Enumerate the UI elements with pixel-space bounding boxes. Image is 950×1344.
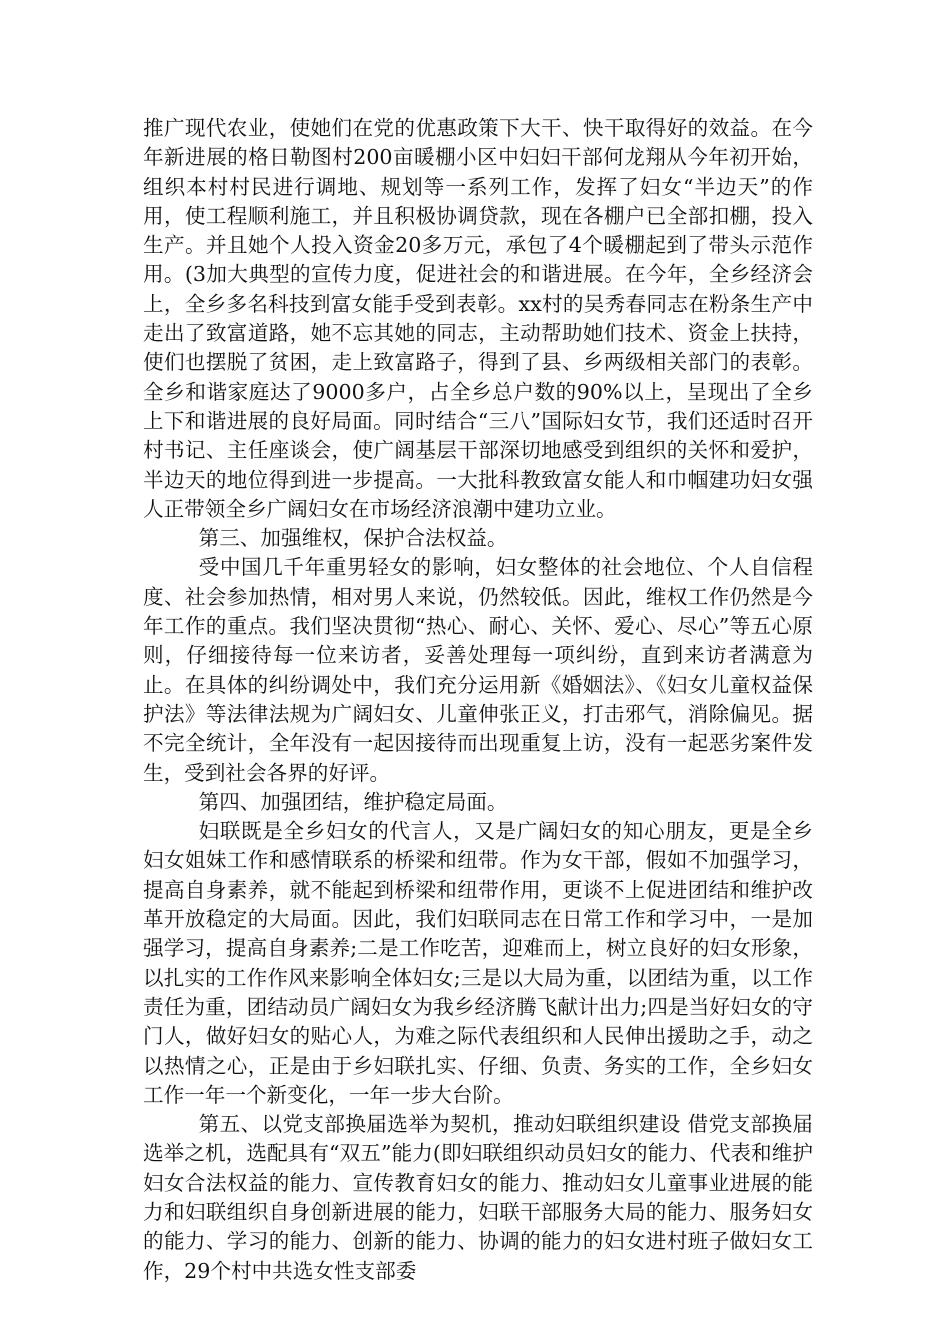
document-page [143, 114, 813, 1286]
paragraph-ag-development: 推广现代农业，使她们在党的优惠政策下大干、快干取得好的效益。在今年新进展的格日勒图村200亩暖棚小区中妇妇干部何龙翔从今年初开始，组织本村村民进行调地、规划等一系列工作，发挥了妇女“半边天”的作用，使工程顺利施工，并且积极协调贷款，现在各棚户已全部扣棚，投入生产。并且她个人投入资金20多万元，承包了4个暖棚起到了带头示范作用。(3加大典型的宣传力度，促进社会的和谐进展。在今年，全乡经济会上，全乡多名科技到富女能手受到表彰。xx村的吴秀春同志在粉条生产中走出了致富道路，她不忘其她的同志，主动帮助她们技术、资金上扶持，使们也摆脱了贫困，走上致富路子，得到了县、乡两级相关部门的表彰。全乡和谐家庭达了9000多户，占全乡总户数的90%以上，呈现出了全乡上下和谐进展的良好局面。同时结合“三八”国际妇女节，我们还适时召开村书记、主任座谈会，使广阔基层干部深切地感受到组织的关怀和爱护，半边天的地位得到进一步提高。一大批科教致富女能人和巾帼建功妇女强人正带领全乡广阔妇女在市场经济浪潮中建功立业。 [143, 116, 813, 521]
paragraph-fifth-organization: 第五、以党支部换届选举为契机，推动妇联组织建设 借党支部换届选举之机，选配具有“双五”能力(即妇联组织动员妇女的能力、代表和维护妇女合法权益的能力、宣传教育妇女的能力、推动妇女儿童事业进展的能力和妇联组织自身创新进展的能力，妇联干部服务大局的能力、服务妇女的能力、学习的能力、创新的能力、协调的能力的妇女进村班子做妇女工作，29个村中共选女性支部委 [143, 1112, 813, 1283]
paragraph-unity: 妇联既是全乡妇女的代言人，又是广阔妇女的知心朋友，更是全乡妇女姐妹工作和感情联系的桥梁和纽带。作为女干部，假如不加强学习，提高自身素养，就不能起到桥梁和纽带作用，更谈不上促进团结和维护改革开放稳定的大局面。因此，我们妇联同志在日常工作和学习中，一是加强学习，提高自身素养;二是工作吃苦，迎难而上，树立良好的妇女形象，以扎实的工作作风来影响全体妇女;三是以大局为重，以团结为重，以工作责任为重，团结动员广阔妇女为我乡经济腾飞献计出力;四是当好妇女的守门人，做好妇女的贴心人，为难之际代表组织和人民伸出援助之手，动之以热情之心，正是由于乡妇联扎实、仔细、负责、务实的工作，全乡妇女工作一年一个新变化，一年一步大台阶。 [143, 819, 813, 1107]
heading-third-rights: 第三、加强维权，保护合法权益。 [198, 526, 508, 551]
paragraph-rights-protection: 受中国几千年重男轻女的影响，妇女整体的社会地位、个人自信程度、社会参加热情，相对男人来说，仍然较低。因此，维权工作仍然是今年工作的重点。我们坚决贯彻“热心、耐心、关怀、爱心、尽心”等五心原则，仔细接待每一位来访者，妥善处理每一项纠纷，直到来访者满意为止。在具体的纠纷调处中，我们充分运用新《婚姻法》、《妇女儿童权益保护法》等法律法规为广阔妇女、儿童伸张正义，打击邪气，消除偏见。据不完全统计，全年没有一起因接待而出现重复上访，没有一起恶劣案件发生，受到社会各界的好评。 [143, 555, 813, 785]
heading-fourth-unity: 第四、加强团结，维护稳定局面。 [198, 789, 508, 814]
